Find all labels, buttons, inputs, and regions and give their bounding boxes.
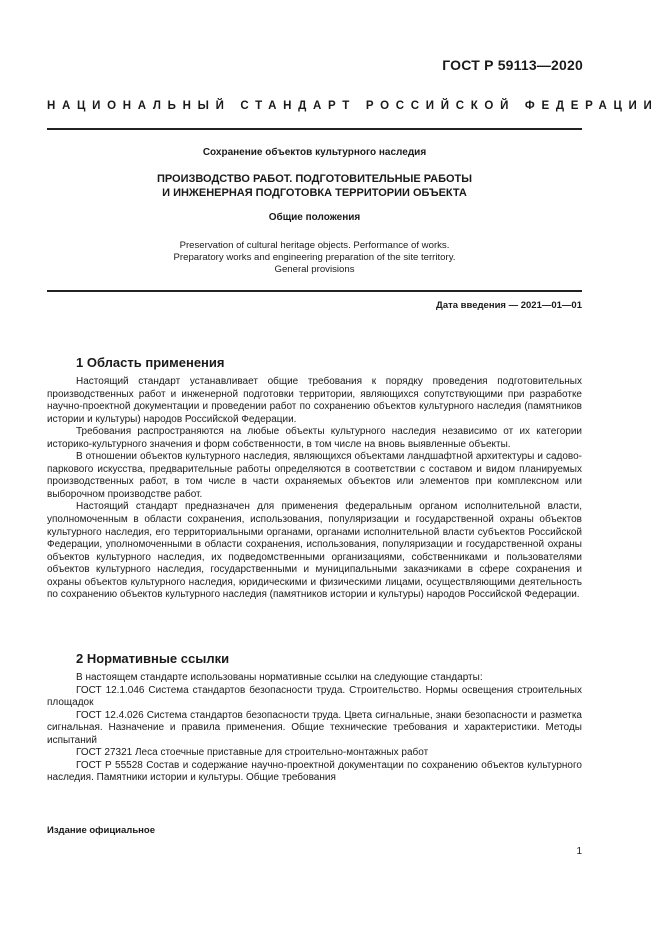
main-title [47,172,582,200]
reference-item: ГОСТ Р 55528 Состав и содержание научно-проектной документации по сохранению объектов культурного наследия. Памятники истории и культуры. Общие требования [47,759,582,784]
english-title-line-3: General provisions [274,264,355,275]
section-heading: 2 Нормативные ссылки [76,651,230,666]
section-heading: 1 Область применения [76,355,225,370]
paragraph: Настоящий стандарт устанавливает общие требования к порядку проведения подготовительных производственных работ и инженерной подготовки территории, являющихся сопутствующими при разработке научно-проектной документации и проведении работ по сохранению объектов культурного наследия (памятников истории и культуры) народов Российской Федерации. [47,376,582,425]
section-scope [47,355,582,602]
section-normative-references [47,651,582,785]
paragraph: Настоящий стандарт предназначен для применения федеральным органом исполнительной власти, уполномоченным в области сохранения, использования, популяризации и государственной охраны объектов культурного наследия, его территориальными органами, органами исполнительной власти субъектов Российской Федерации, уполномоченными в области сохранения, использования, популяризации и государственной охраны объектов культурного наследия, их подведомственными организациями, собственниками и пользователями объектов культурного наследия, государственными и муниципальными заказчиками в сфере сохранения и охраны объектов культурного наследия, юридическими и физическими лицами, осуществляющими деятельность по сохранению объектов культурного наследия (памятников истории и культуры) народов Российской Федерации. [47,501,582,601]
top-divider [47,128,582,130]
reference-item: ГОСТ 12.1.046 Система стандартов безопасности труда. Строительство. Нормы освещения строительных площадок [47,684,582,709]
paragraph: В отношении объектов культурного наследия, являющихся объектами ландшафтной архитектуры и садово-паркового искусства, предварительные работы определяются в соответствии с составом и видом планируемых производственных работ, в том числе в части охраняемых объектов или элементов при комплексном или выборочном производстве работ. [47,451,582,500]
reference-item: ГОСТ 27321 Леса стоечные приставные для строительно-монтажных работ [76,747,429,759]
main-title-line-2: И ИНЖЕНЕРНАЯ ПОДГОТОВКА ТЕРРИТОРИИ ОБЪЕКТА [162,187,467,199]
series-title: Сохранение объектов культурного наследия [202,147,427,158]
section-body [47,376,582,602]
national-standard-banner: НАЦИОНАЛЬНЫЙ СТАНДАРТ РОССИЙСКОЙ ФЕДЕРАЦИИ [47,100,659,112]
official-edition-label: Издание официальное [47,825,155,836]
main-title-line-1: ПРОИЗВОДСТВО РАБОТ. ПОДГОТОВИТЕЛЬНЫЕ РАБОТЫ [156,173,473,185]
page-number: 1 [576,846,582,857]
paragraph: Требования распространяются на любые объекты культурного наследия независимо от их категории историко-культурного значения и форм собственности, в том числе на вновь выявленные объекты. [47,426,582,450]
introduction-date: Дата введения — 2021—01—01 [436,300,582,311]
english-title-line-1: Preservation of cultural heritage objects. Performance of works. [179,240,450,251]
reference-item: ГОСТ 12.4.026 Система стандартов безопасности труда. Цвета сигнальные, знаки безопасности и разметка сигнальная. Назначение и правила применения. Общие технические требования и характеристики. Методы испытаний [47,709,582,746]
standard-number: ГОСТ Р 59113—2020 [442,57,583,73]
title-bottom-divider [47,290,582,292]
english-title-line-2: Preparatory works and engineering preparation of the site territory. [173,252,456,263]
english-title [47,240,582,276]
paragraph: В настоящем стандарте использованы нормативные ссылки на следующие стандарты: [76,672,483,683]
section-body [47,672,582,785]
subtitle: Общие положения [268,212,361,223]
